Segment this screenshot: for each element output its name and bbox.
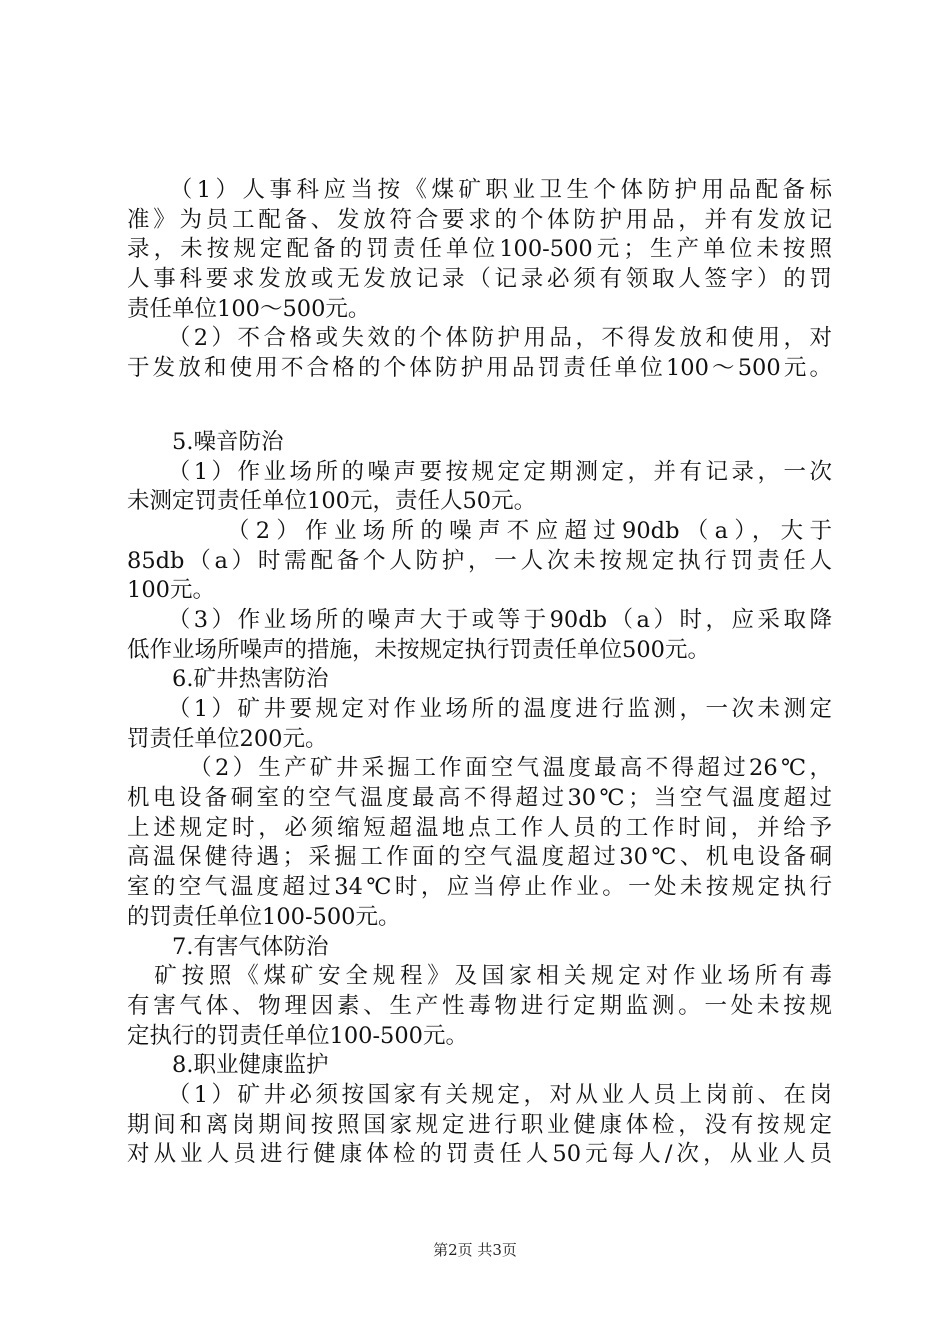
text-line: 5.噪音防治 bbox=[127, 428, 284, 455]
text-line: 室的空气温度超过34℃时，应当停止作业。一处未按规定执行 bbox=[127, 874, 832, 901]
text-line: 85db（a）时需配备个人防护，一人次未按规定执行罚责任人 bbox=[127, 547, 832, 574]
text-line: 机电设备硐室的空气温度最高不得超过30℃；当空气温度超过 bbox=[127, 785, 832, 812]
text-line: （1）矿井要规定对作业场所的温度进行监测，一次未测定 bbox=[127, 696, 832, 722]
text-line: 对从业人员进行健康体检的罚责任人50元每人/次，从业人员 bbox=[127, 1141, 832, 1168]
text-line: 7.有害气体防治 bbox=[127, 933, 329, 960]
text-line: 责任单位100～500元。 bbox=[127, 295, 371, 322]
text-line: 上述规定时，必须缩短超温地点工作人员的工作时间，并给予 bbox=[127, 814, 832, 841]
text-line: （1）矿井必须按国家有关规定，对从业人员上岗前、在岗 bbox=[127, 1081, 832, 1108]
paragraph-gap bbox=[127, 384, 832, 428]
text-line: （3）作业场所的噪声大于或等于90db（a）时，应采取降 bbox=[127, 606, 832, 633]
text-line: 准》为员工配备、发放符合要求的个体防护用品，并有发放记 bbox=[127, 206, 832, 233]
text-line: 8.职业健康监护 bbox=[127, 1052, 329, 1079]
text-line: 录，未按规定配备的罚责任单位100-500元；生产单位未按照 bbox=[127, 236, 832, 263]
text-line: 100元。 bbox=[127, 577, 215, 604]
text-line: （2）生产矿井采掘工作面空气温度最高不得超过26℃， bbox=[127, 755, 832, 782]
document-body bbox=[127, 176, 832, 1170]
text-line: 未测定罚责任单位100元，责任人50元。 bbox=[127, 488, 537, 515]
text-line: 的罚责任单位100-500元。 bbox=[127, 903, 401, 930]
text-line: （2）作业场所的噪声不应超过90db（a），大于 bbox=[127, 517, 832, 544]
text-line: 高温保健待遇；采掘工作面的空气温度超过30℃、机电设备硐 bbox=[127, 844, 832, 871]
text-line: 罚责任单位200元。 bbox=[127, 725, 328, 752]
text-line: 期间和离岗期间按照国家规定进行职业健康体检，没有按规定 bbox=[127, 1111, 832, 1138]
text-line: （2）不合格或失效的个体防护用品，不得发放和使用，对 bbox=[127, 325, 832, 352]
text-line: 矿按照《煤矿安全规程》及国家相关规定对作业场所有毒 bbox=[127, 963, 832, 990]
text-line: 人事科要求发放或无发放记录（记录必须有领取人签字）的罚 bbox=[127, 266, 832, 293]
text-line: 低作业场所噪声的措施，未按规定执行罚责任单位500元。 bbox=[127, 636, 710, 663]
text-line: （1）作业场所的噪声要按规定定期测定，并有记录，一次 bbox=[127, 458, 832, 485]
text-line: 于发放和使用不合格的个体防护用品罚责任单位100～500元。 bbox=[127, 355, 832, 382]
text-line: 6.矿井热害防治 bbox=[127, 666, 329, 693]
page-footer: 第2页 共3页 bbox=[433, 1241, 517, 1259]
text-line: 定执行的罚责任单位100-500元。 bbox=[127, 1022, 468, 1049]
text-line: 有害气体、物理因素、生产性毒物进行定期监测。一处未按规 bbox=[127, 992, 832, 1019]
text-line: （1）人事科应当按《煤矿职业卫生个体防护用品配备标 bbox=[127, 177, 832, 203]
